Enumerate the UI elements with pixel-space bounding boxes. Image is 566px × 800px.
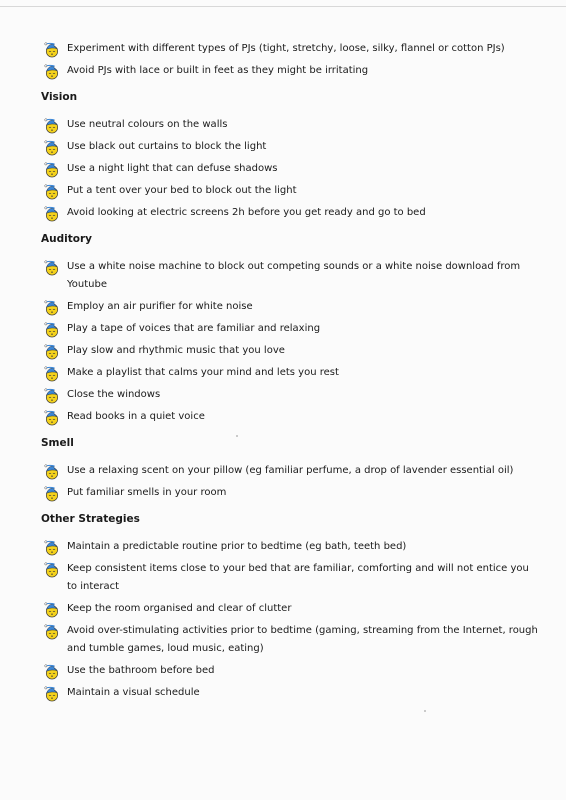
sleepy-face-nightcap-icon bbox=[43, 63, 61, 81]
sleepy-face-nightcap-icon bbox=[43, 41, 61, 59]
sleepy-face-nightcap-icon bbox=[43, 623, 61, 641]
list-item-text: Play slow and rhythmic music that you love bbox=[67, 345, 285, 356]
list-item bbox=[41, 484, 541, 502]
list-item bbox=[41, 560, 541, 596]
list-item-text: Read books in a quiet voice bbox=[67, 411, 205, 422]
sleepy-face-nightcap-icon bbox=[43, 117, 61, 135]
sleepy-face-nightcap-icon bbox=[43, 685, 61, 703]
sleepy-face-nightcap-icon bbox=[43, 485, 61, 503]
section-heading: Smell bbox=[41, 437, 74, 449]
list-item-text: Keep consistent items close to your bed that are familiar, comforting and will not entice you to interact bbox=[67, 563, 529, 592]
section-heading: Other Strategies bbox=[41, 513, 140, 525]
sleepy-face-nightcap-icon bbox=[43, 601, 61, 619]
sleepy-face-nightcap-icon bbox=[43, 409, 61, 427]
sleepy-face-nightcap-icon bbox=[43, 663, 61, 681]
list-item-text: Maintain a visual schedule bbox=[67, 687, 200, 698]
scan-speck bbox=[424, 710, 426, 712]
list-item bbox=[41, 408, 541, 426]
smell-list bbox=[41, 462, 541, 502]
list-item bbox=[41, 622, 541, 658]
sleepy-face-nightcap-icon bbox=[43, 321, 61, 339]
list-item-text: Use black out curtains to block the light bbox=[67, 141, 267, 152]
auditory-list bbox=[41, 258, 541, 426]
list-item bbox=[41, 320, 541, 338]
list-item bbox=[41, 386, 541, 404]
sleepy-face-nightcap-icon bbox=[43, 259, 61, 277]
list-item-text: Play a tape of voices that are familiar and relaxing bbox=[67, 323, 321, 334]
list-item bbox=[41, 258, 541, 294]
list-item-text: Experiment with different types of PJs (tight, stretchy, loose, silky, flannel or cotton PJs) bbox=[67, 43, 505, 54]
section-heading: Vision bbox=[41, 91, 78, 103]
list-item bbox=[41, 40, 541, 58]
sleepy-face-nightcap-icon bbox=[43, 343, 61, 361]
sleepy-face-nightcap-icon bbox=[43, 139, 61, 157]
list-item-text: Close the windows bbox=[67, 389, 161, 400]
list-item-text: Employ an air purifier for white noise bbox=[67, 301, 253, 312]
list-item-text: Make a playlist that calms your mind and lets you rest bbox=[67, 367, 339, 378]
list-item bbox=[41, 662, 541, 680]
list-item bbox=[41, 538, 541, 556]
list-item-text: Use the bathroom before bed bbox=[67, 665, 215, 676]
sleepy-face-nightcap-icon bbox=[43, 387, 61, 405]
intro-list bbox=[41, 40, 541, 80]
scan-speck bbox=[236, 435, 238, 437]
list-item-text: Put familiar smells in your room bbox=[67, 487, 227, 498]
vision-list bbox=[41, 116, 541, 222]
section-auditory bbox=[41, 232, 541, 426]
sleepy-face-nightcap-icon bbox=[43, 161, 61, 179]
sleepy-face-nightcap-icon bbox=[43, 205, 61, 223]
sleepy-face-nightcap-icon bbox=[43, 463, 61, 481]
sleepy-face-nightcap-icon bbox=[43, 365, 61, 383]
list-item bbox=[41, 462, 541, 480]
section-smell bbox=[41, 436, 541, 502]
list-item-text: Avoid over-stimulating activities prior to bedtime (gaming, streaming from the Internet, rough and tumble games, loud music, eating) bbox=[67, 625, 538, 654]
list-item bbox=[41, 204, 541, 222]
section-heading: Auditory bbox=[41, 233, 92, 245]
list-item bbox=[41, 600, 541, 618]
list-item bbox=[41, 138, 541, 156]
list-item-text: Use neutral colours on the walls bbox=[67, 119, 228, 130]
sleepy-face-nightcap-icon bbox=[43, 539, 61, 557]
list-item bbox=[41, 364, 541, 382]
list-item-text: Use a white noise machine to block out competing sounds or a white noise download from Youtube bbox=[67, 261, 521, 290]
list-item-text: Avoid PJs with lace or built in feet as they might be irritating bbox=[67, 65, 369, 76]
document-content bbox=[41, 40, 541, 706]
list-item-text: Put a tent over your bed to block out the light bbox=[67, 185, 297, 196]
section-other-strategies bbox=[41, 512, 541, 702]
list-item-text: Avoid looking at electric screens 2h before you get ready and go to bed bbox=[67, 207, 426, 218]
list-item bbox=[41, 684, 541, 702]
sleepy-face-nightcap-icon bbox=[43, 299, 61, 317]
sleepy-face-nightcap-icon bbox=[43, 183, 61, 201]
section-vision bbox=[41, 90, 541, 222]
scan-edge-line bbox=[0, 6, 566, 7]
list-item-text: Keep the room organised and clear of clutter bbox=[67, 603, 292, 614]
list-item-text: Use a relaxing scent on your pillow (eg familiar perfume, a drop of lavender essential oil) bbox=[67, 465, 514, 476]
list-item bbox=[41, 62, 541, 80]
list-item-text: Use a night light that can defuse shadows bbox=[67, 163, 278, 174]
other-strategies-list bbox=[41, 538, 541, 702]
list-item bbox=[41, 182, 541, 200]
list-item bbox=[41, 298, 541, 316]
list-item-text: Maintain a predictable routine prior to bedtime (eg bath, teeth bed) bbox=[67, 541, 407, 552]
list-item bbox=[41, 116, 541, 134]
sleepy-face-nightcap-icon bbox=[43, 561, 61, 579]
list-item bbox=[41, 342, 541, 360]
list-item bbox=[41, 160, 541, 178]
